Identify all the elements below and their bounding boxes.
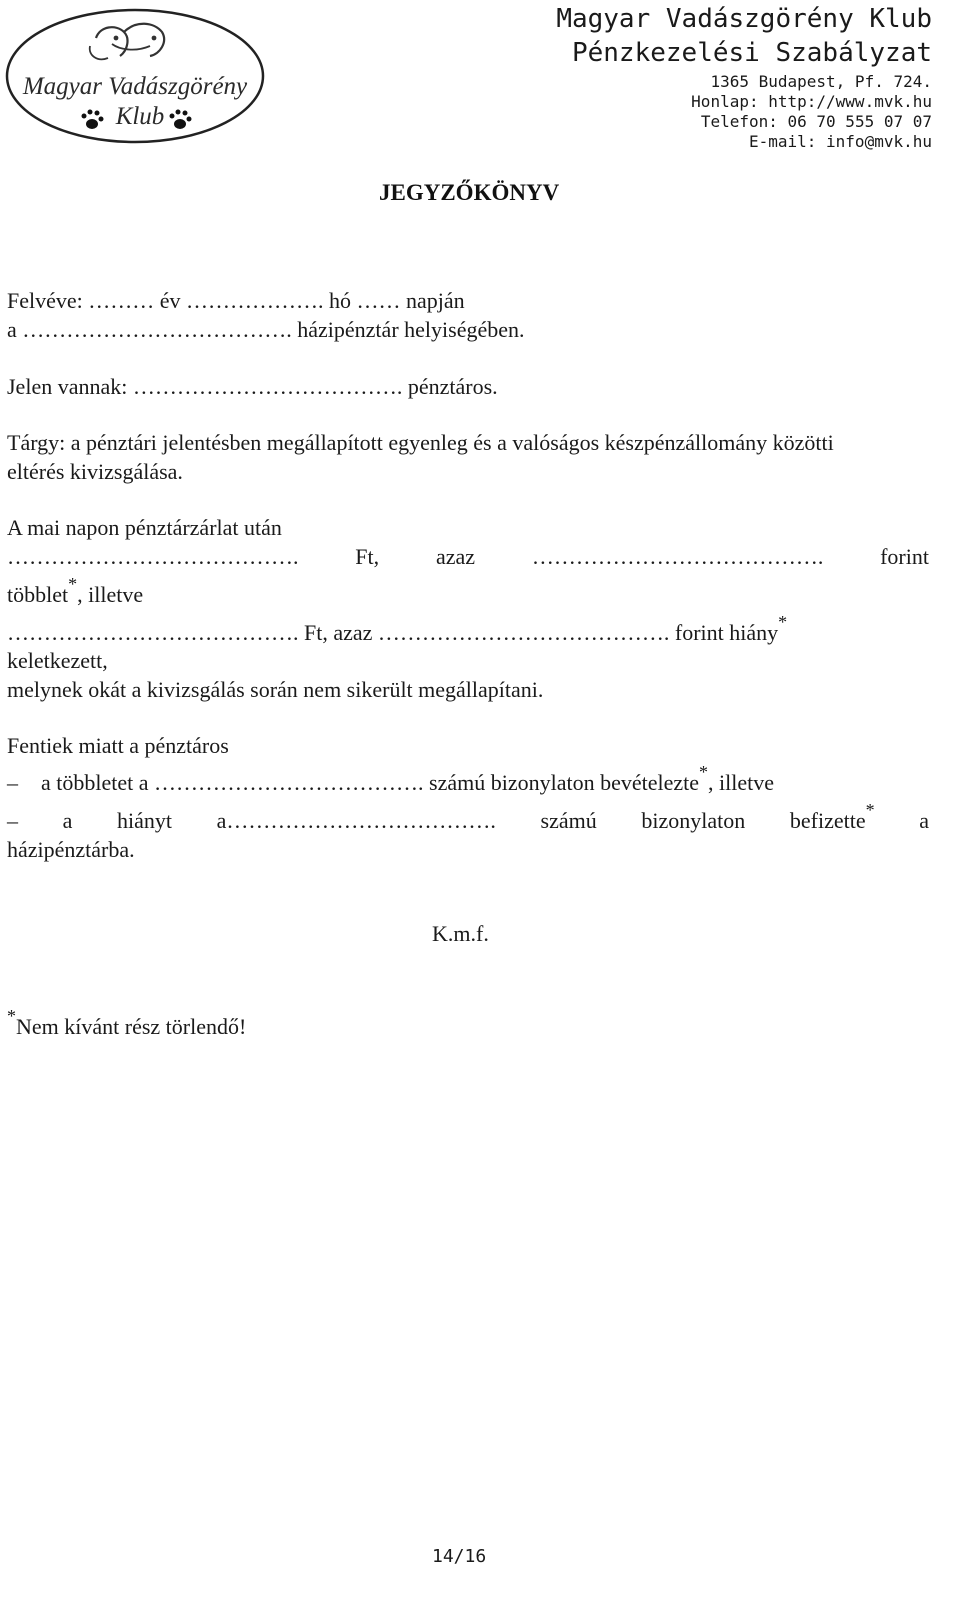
shortage-payment-item — [7, 799, 929, 834]
asterisk-marker: * — [68, 573, 78, 594]
occurred-line: keletkezett, — [7, 648, 108, 673]
header-address: 1365 Budapest, Pf. 724. — [710, 72, 932, 91]
word-shortage: hiányt — [117, 808, 173, 833]
club-logo — [4, 6, 266, 146]
header-phone: Telefon: 06 70 555 07 07 — [700, 112, 932, 131]
page-number: 14/16 — [432, 1546, 487, 1567]
surplus-words-blank: …………………………………. — [531, 544, 824, 569]
closing-line: A mai napon pénztárzárlat után — [7, 515, 282, 540]
word-number: számú — [540, 808, 597, 833]
cashier-line: Fentiek miatt a pénztáros — [7, 733, 229, 758]
reason-line: melynek okát a kivizsgálás során nem sikerült megállapítani. — [7, 677, 544, 702]
header-doc-name: Pénzkezelési Szabályzat — [571, 38, 932, 68]
logo-text-line1: Magyar Vadászgörény — [22, 73, 248, 100]
logo-text-line2: Klub — [115, 103, 165, 130]
surplus-word: többlet — [7, 582, 69, 607]
shortage-text: …………………………………. Ft, azaz …………………………………. forint hiány — [7, 620, 779, 645]
asterisk-marker: * — [778, 611, 788, 632]
surplus-line — [7, 573, 144, 608]
or-word: , illetve — [708, 770, 774, 795]
asterisk-marker: * — [699, 761, 709, 782]
word-paid: befizette — [789, 808, 866, 833]
present-line: Jelen vannak: ………………………………. pénztáros. — [7, 374, 498, 399]
azaz-label: azaz — [435, 544, 476, 569]
footnote-text: Nem kívánt rész törlendő! — [16, 1014, 247, 1039]
surplus-booking-text: a többletet a ………………………………. számú bizonylaton bevételezte — [41, 770, 700, 795]
word-paid-group — [789, 799, 875, 834]
footnote — [7, 1005, 247, 1040]
or-word: , illetve — [77, 582, 144, 607]
location-line: a ………………………………. házipénztár helyiségében. — [7, 317, 525, 342]
word-a-end: a — [919, 808, 929, 833]
subject-line: Tárgy: a pénztári jelentésben megállapított egyenleg és a valóságos készpénzállomány közötti — [7, 430, 834, 455]
asterisk-marker: * — [7, 1005, 16, 1026]
surplus-amount-blank: …………………………………. — [7, 544, 299, 569]
document-title: JEGYZŐKÖNYV — [379, 180, 560, 205]
voucher-blank: a………………………………. — [216, 808, 496, 833]
surplus-booking-item — [7, 761, 774, 796]
header-org-name: Magyar Vadászgörény Klub — [556, 4, 932, 34]
header-email: E-mail: info@mvk.hu — [748, 132, 932, 151]
dash-bullet: – — [7, 770, 18, 795]
subject-line-cont: eltérés kivizsgálása. — [7, 459, 183, 484]
forint-label: forint — [880, 544, 929, 569]
word-voucher: bizonylaton — [641, 808, 746, 833]
word-a: a — [62, 808, 73, 833]
kmf-signature: K.m.f. — [432, 921, 489, 946]
dash-bullet: – — [7, 808, 18, 833]
surplus-amount-line — [7, 544, 929, 570]
cashbox-line: házipénztárba. — [7, 837, 135, 862]
header-website: Honlap: http://www.mvk.hu — [691, 92, 932, 111]
shortage-amount-line — [7, 611, 788, 646]
ft-label: Ft, — [355, 544, 380, 569]
asterisk-marker: * — [865, 799, 875, 820]
recorded-date-line: Felvéve: ……… év ………………. hó …… napján — [7, 288, 465, 313]
